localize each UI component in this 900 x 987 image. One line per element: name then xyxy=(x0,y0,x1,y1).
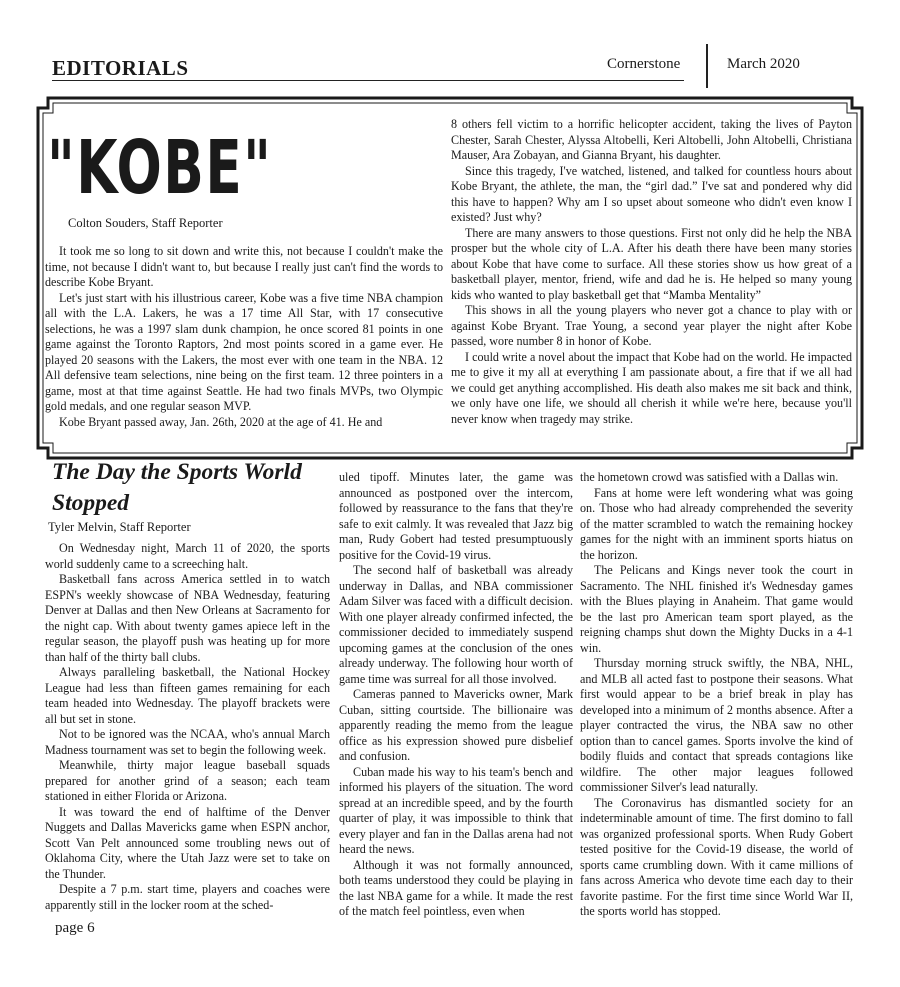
paragraph: uled tipoff. Minutes later, the game was announced as postponed over the intercom, followed by reassurance to the fans that they're safe to exit calmly. It was revealed that Jazz big man, Rudy Gobert had tested presumptuously positive for the Covid-19 virus. xyxy=(339,470,573,562)
paragraph: Thursday morning struck swiftly, the NBA, NHL, and MLB all acted fast to postpone their seasons. What first would appear to be a brief break in play has developed into a minimum of 2 months absence. After a player contracted the virus, the NBA saw no other option than to cancel games. Sports involve the kind of bodily fluids and contact that spreads contagions like wildfire. The other major leagues followed commissioner Silver's lead naturally. xyxy=(580,656,853,794)
paragraph: Not to be ignored was the NCAA, who's annual March Madness tournament was set to begin the following week. xyxy=(45,727,330,757)
page-number: page 6 xyxy=(55,920,95,936)
paragraph: The Coronavirus has dismantled society for an indeterminable amount of time. The first domino to fall was organized professional sports. When Rudy Gobert tested positive for the Covid-19 disease, the world of sports came crumbling down. With it came millions of fans across America who devote time each day to their favorite pastime. For the first time since World War II, the sports world has stopped. xyxy=(580,795,853,918)
paragraph: Since this tragedy, I've watched, listened, and talked for countless hours about Kobe Bryant, the athlete, the man, the “girl dad.” I've sat and pondered why did this have to happen? Why am I so upset about someone who didn't even know I existed? Just why? xyxy=(451,163,852,224)
header-divider xyxy=(706,44,708,88)
story-column-3 xyxy=(580,470,853,920)
header-rule xyxy=(52,80,684,81)
story-headline: The Day the Sports World Stopped xyxy=(52,459,302,516)
paragraph: Cameras panned to Mavericks owner, Mark Cuban, sitting courtside. The billionaire was apparently reading the memo from the league office as his expression showed pure disbelief and confusion. xyxy=(339,687,573,763)
kobe-column-left xyxy=(45,244,443,430)
paragraph: I could write a novel about the impact that Kobe had on the world. He impacted me to give it my all at everything I am passionate about, a fire that if we all had we could get anything accomplished. His death also makes me sit back and think, we only have one life, we should all cherish it while we're here, because you'll never know when tragedy may strike. xyxy=(451,349,852,426)
issue-date: March 2020 xyxy=(727,56,800,72)
paragraph: Let's just start with his illustrious career, Kobe was a five time NBA champion all with the L.A. Lakers, he was a 17 time All Star, with 17 consecutive selections, he was a 1997 slam dunk champion, he once scored 81 points in one game against the Toronto Raptors, 2nd most points scored in a game ever. He played 20 seasons with the Lakers, the most ever with one team in the NBA. 12 All defensive team selections, nine being on the first team. 12 three pointers in a game, most at that time against Seattle. He had two finals MVPs, two Olympic gold medals, and one regular season MVP. xyxy=(45,290,443,413)
story-column-1 xyxy=(45,541,330,913)
paragraph: On Wednesday night, March 11 of 2020, the sports world suddenly came to a screeching halt. xyxy=(45,541,330,571)
section-label: EDITORIALS xyxy=(52,56,189,80)
publication-name: Cornerstone xyxy=(607,56,681,72)
paragraph: This shows in all the young players who never got a chance to play with or against Kobe Bryant. Trae Young, a second year player the night after Kobe passed, wore number 8 in honor of Kobe. xyxy=(451,303,852,348)
paragraph: the hometown crowd was satisfied with a Dallas win. xyxy=(580,470,839,484)
paragraph: The Pelicans and Kings never took the court in Sacramento. The NHL finished it's Wednesday games with the Blues playing in Anaheim. That game would be the last pro American team sport played, as the reigning champs shut down the Mighty Ducks in a 4-1 win. xyxy=(580,563,853,655)
paragraph: Despite a 7 p.m. start time, players and coaches were apparently still in the locker room at the sched- xyxy=(45,882,330,912)
kobe-column-right xyxy=(451,117,852,427)
paragraph: 8 others fell victim to a horrific helicopter accident, taking the lives of Payton Chester, Sarah Chester, Alyssa Altobelli, Keri Altobelli, John Altobelli, Christiana Mauser, Ara Zobayan, and Gianna Bryant, his daughter. xyxy=(451,117,852,162)
paragraph: It took me so long to sit down and write this, not because I couldn't make the time, not because I didn't want to, but because I really just can't find the words to describe Kobe Bryant. xyxy=(45,244,443,289)
paragraph: Although it was not formally announced, both teams understood they could be playing in the last NBA game for a while. It made the rest of the match feel pointless, even when xyxy=(339,857,573,918)
paragraph: Kobe Bryant passed away, Jan. 26th, 2020 at the age of 41. He and xyxy=(59,414,383,429)
kobe-headline: "KOBE" xyxy=(47,125,273,211)
story-byline: Tyler Melvin, Staff Reporter xyxy=(48,520,191,534)
kobe-byline: Colton Souders, Staff Reporter xyxy=(68,216,223,230)
paragraph: Always paralleling basketball, the National Hockey League had less than fifteen games remaining for each team headed into Wednesday. The playoff brackets were all but set in stone. xyxy=(45,665,330,726)
paragraph: Cuban made his way to his team's bench and informed his players of the situation. The word spread at an incredible speed, and by the fourth quarter of play, it was impossible to think that every player and fan in the Dallas arena had not heard the news. xyxy=(339,764,573,856)
paragraph: Meanwhile, thirty major league baseball squads prepared for another grind of a season; each team stationed in either Florida or Arizona. xyxy=(45,758,330,803)
paragraph: The second half of basketball was already underway in Dallas, and NBA commissioner Adam Silver was faced with a difficult decision. With one player already confirmed infected, the commissioner decided to immediately suspend upcoming games at the conclusion of the ones already underway. The following hour worth of game time was surreal for all those involved. xyxy=(339,563,573,686)
story-column-2 xyxy=(339,470,573,920)
paragraph: Basketball fans across America settled in to watch ESPN's weekly showcase of NBA Wednesday, featuring Denver at Dallas and then New Orleans at Sacramento for the night cap. With about twenty games apiece left in the regular season, the playoff push was heating up for more than half of the thirty ball clubs. xyxy=(45,572,330,664)
paragraph: It was toward the end of halftime of the Denver Nuggets and Dallas Mavericks game when ESPN anchor, Scott Van Pelt announced some troubling news out of Oklahoma City, where the Utah Jazz were set to take on the Thunder. xyxy=(45,804,330,881)
paragraph: There are many answers to those questions. First not only did he help the NBA prosper but the whole city of L.A. After his death there have been many stories about Kobe that have come to surface. All these stories show us how great of a basketball player, mentor, friend, wife and dad he is. He helped so many young kids who wanted to play basketball get that “Mamba Mentality” xyxy=(451,225,852,302)
paragraph: Fans at home were left wondering what was going on. Those who had already comprehended the severity of the matter scrambled to watch the remaining hockey games for the night with an imminent sports hiatus on the horizon. xyxy=(580,485,853,562)
